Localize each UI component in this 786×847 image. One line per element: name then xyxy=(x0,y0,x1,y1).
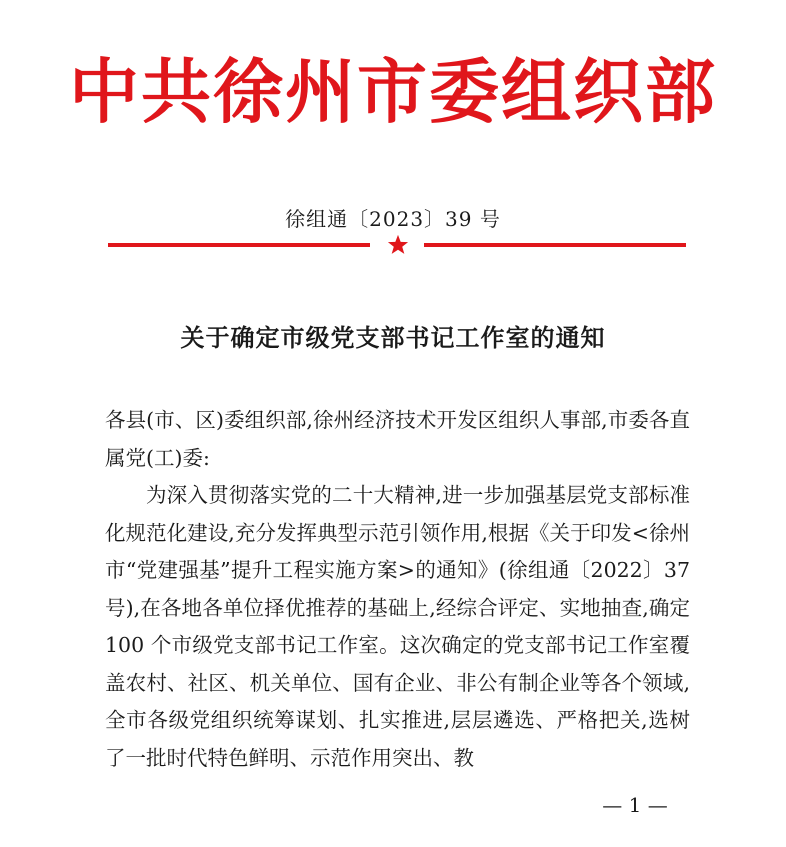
divider-line-left xyxy=(108,243,370,247)
masthead-title: 中共徐州市委组织部 xyxy=(69,50,717,133)
notice-title: 关于确定市级党支部书记工作室的通知 xyxy=(180,323,606,352)
document-number: 徐组通〔2023〕39 号 xyxy=(285,207,501,231)
divider-line-right xyxy=(424,243,686,247)
page-number: — 1 — xyxy=(602,793,668,817)
body-paragraph: 为深入贯彻落实党的二十大精神,进一步加强基层党支部标准化规范化建设,充分发挥典型示范引领作用,根据《关于印发<徐州市“党建强基”提升工程实施方案>的通知》(徐组通〔2022〕37 号),在各地各单位择优推荐的基础上,经综合评定、实地抽查,确定 100 个市级党支部书记工作室。这次确定的党支部书记工作室覆盖农村、社区、机关单位、国有企业、非公有制企业等各个领域,全市各级党组织统筹谋划、扎实推进,层层遴选、严格把关,选树了一批时代特色鲜明、示范作用突出、教 xyxy=(105,483,690,770)
document-body xyxy=(105,402,690,777)
red-star-icon xyxy=(387,234,409,256)
recipients-line: 各县(市、区)委组织部,徐州经济技术开发区组织人事部,市委各直属党(工)委: xyxy=(105,408,690,470)
red-divider xyxy=(108,234,686,258)
